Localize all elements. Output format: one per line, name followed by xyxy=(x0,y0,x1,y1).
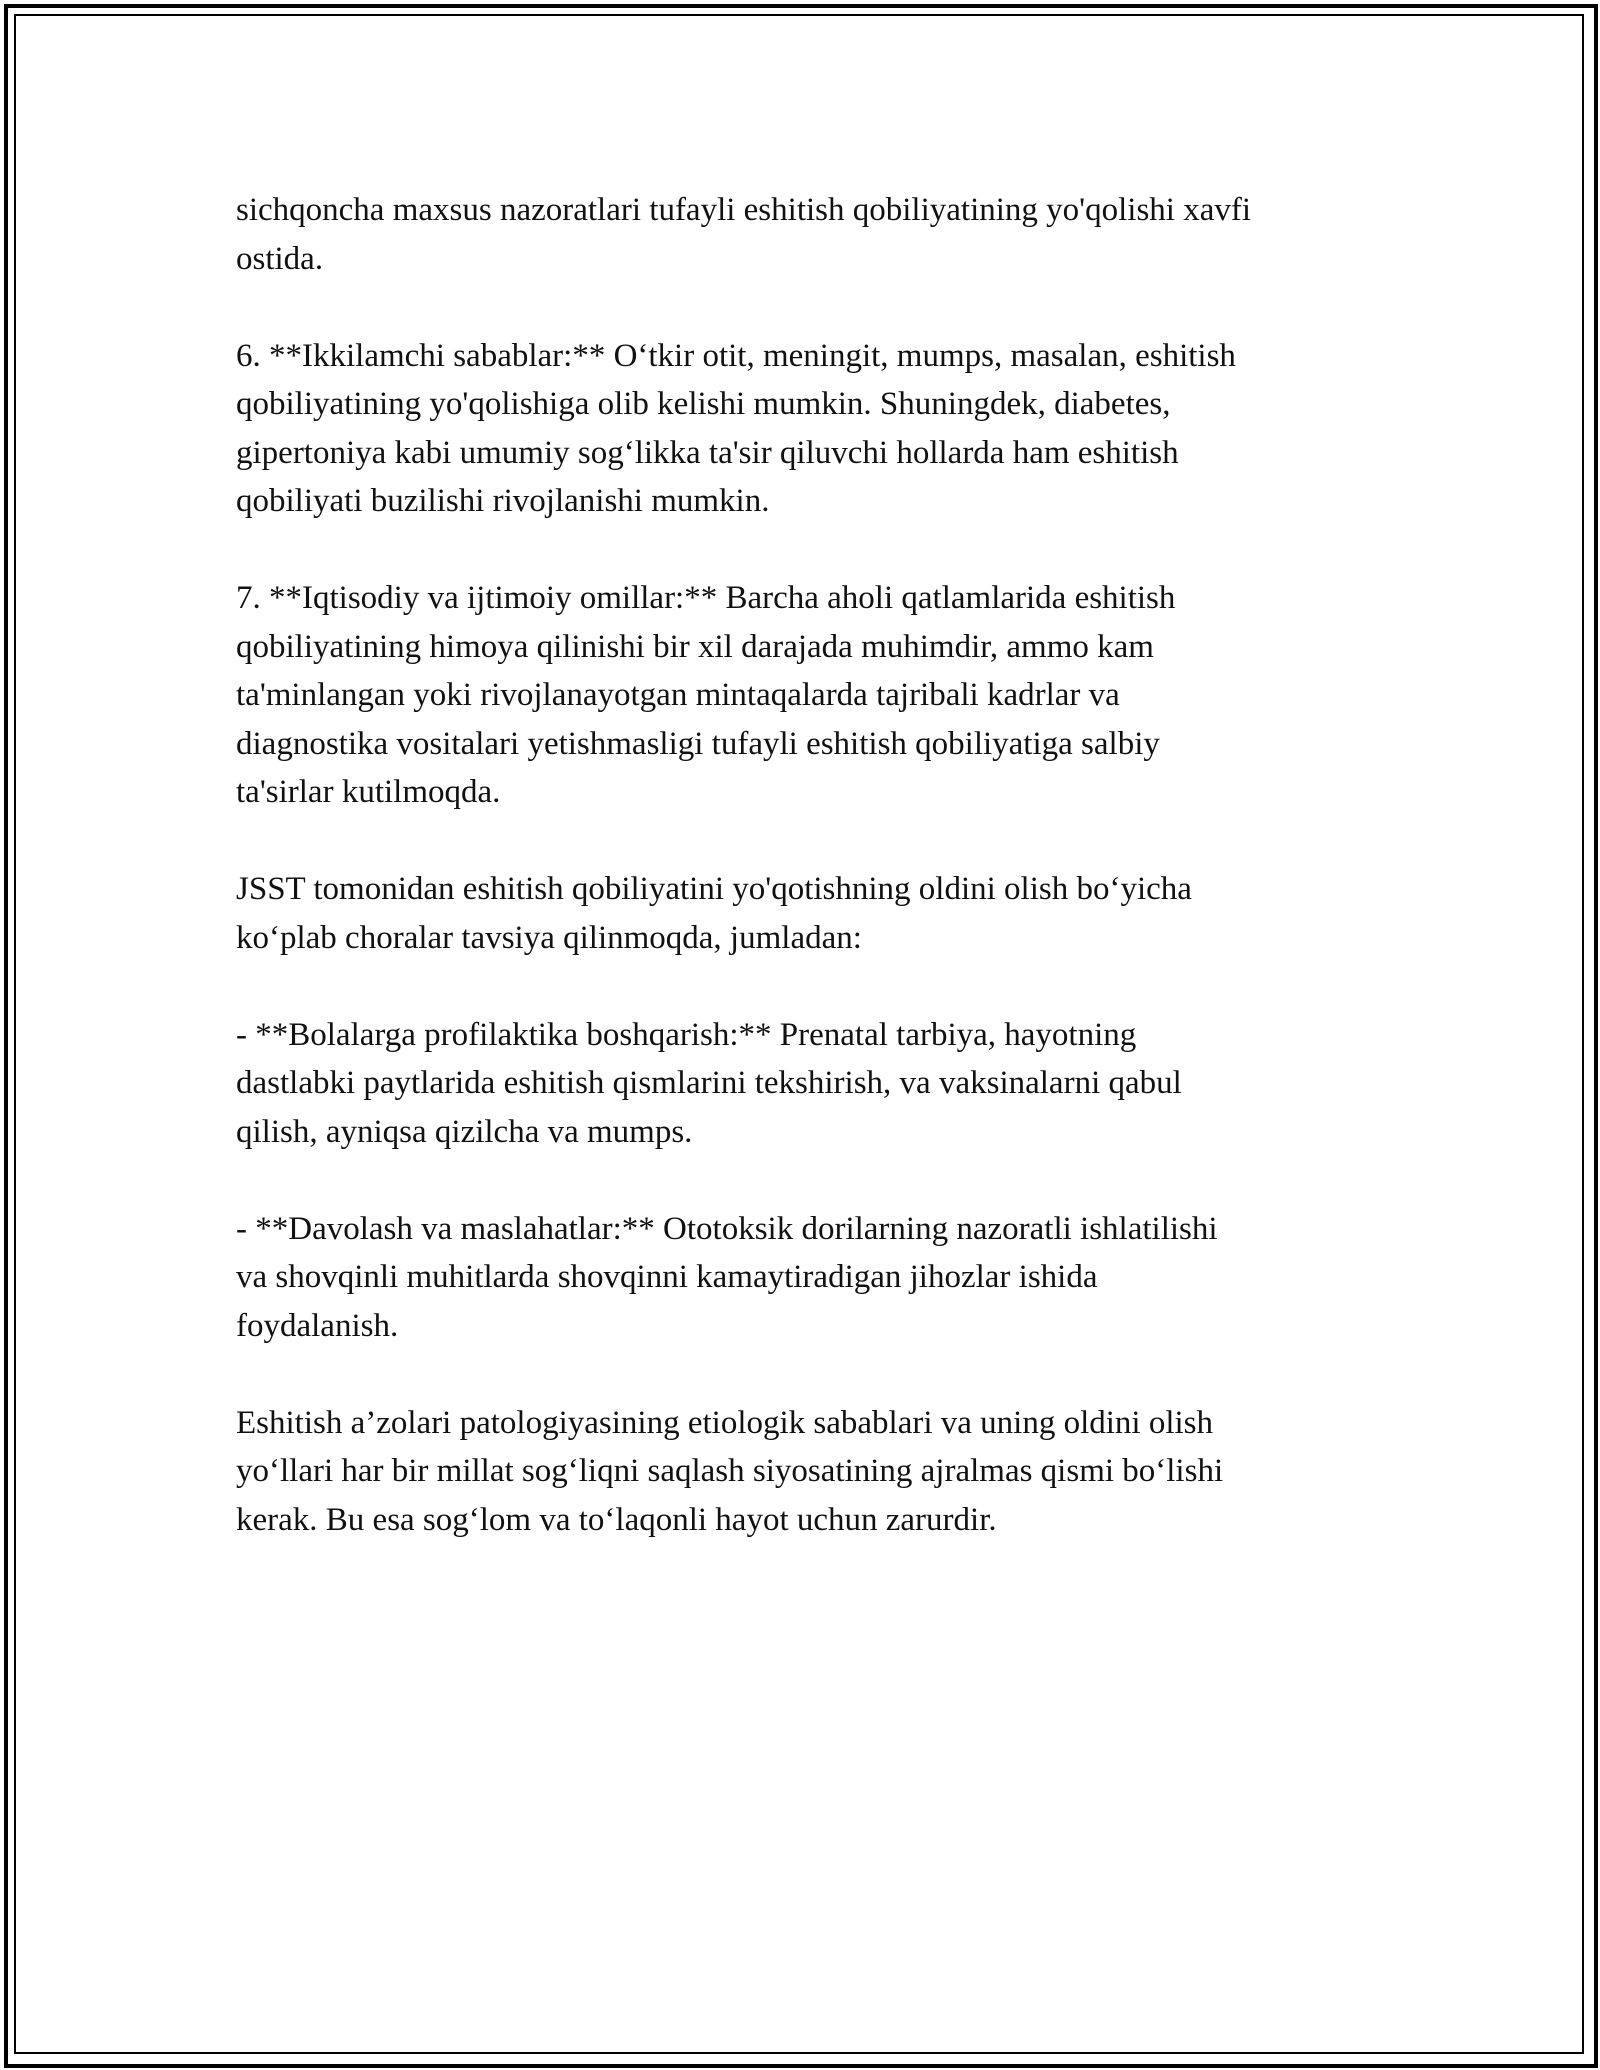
paragraph-secondary-causes: 6. **Ikkilamchi sabablar:** O‘tkir otit, meningit, mumps, masalan, eshitish qobiliyatining yo'qolishiga olib kelishi mumkin. Shuningdek, diabetes, gipertoniya kabi umumiy sog‘likka ta'sir qiluvchi hollarda ham eshitish qobiliyati buzilishi rivojlanishi mumkin. xyxy=(236,337,1236,519)
list-item-treatment-advice: - **Davolash va maslahatlar:** Ototoksik dorilarning nazoratli ishlatilishi va shovqinli muhitlarda shovqinni kamaytiradigan jihozlar ishida foydalanish. xyxy=(236,1210,1218,1344)
document-body xyxy=(236,186,1376,1593)
paragraph-continuation: sichqoncha maxsus nazoratlari tufayli eshitish qobiliyatining yo'qolishi xavfi ostida. xyxy=(236,192,1252,277)
paragraph-socioeconomic-factors: 7. **Iqtisodiy va ijtimoiy omillar:** Barcha aholi qatlamlarida eshitish qobiliyatining himoya qilinishi bir xil darajada muhimdir, ammo kam ta'minlangan yoki rivojlanayotgan mintaqalarda tajribali kadrlar va diagnostika vositalari yetishmasligi tufayli eshitish qobiliyatiga salbiy ta'sirlar kutilmoqda. xyxy=(236,580,1176,810)
paragraph-who-measures: JSST tomonidan eshitish qobiliyatini yo'qotishning oldini olish bo‘yicha ko‘plab choralar tavsiya qilinmoqda, jumladan: xyxy=(236,871,1192,956)
paragraph-conclusion: Eshitish a’zolari patologiyasining etiologik sabablari va uning oldini olish yo‘llari har bir millat sog‘liqni saqlash siyosatining ajralmas qismi bo‘lishi kerak. Bu esa sog‘lom va to‘laqonli hayot uchun zarurdir. xyxy=(236,1404,1224,1538)
list-item-child-prevention: - **Bolalarga profilaktika boshqarish:** Prenatal tarbiya, hayotning dastlabki paytlarida eshitish qismlarini tekshirish, va vaksinalarni qabul qilish, ayniqsa qizilcha va mumps. xyxy=(236,1016,1182,1150)
